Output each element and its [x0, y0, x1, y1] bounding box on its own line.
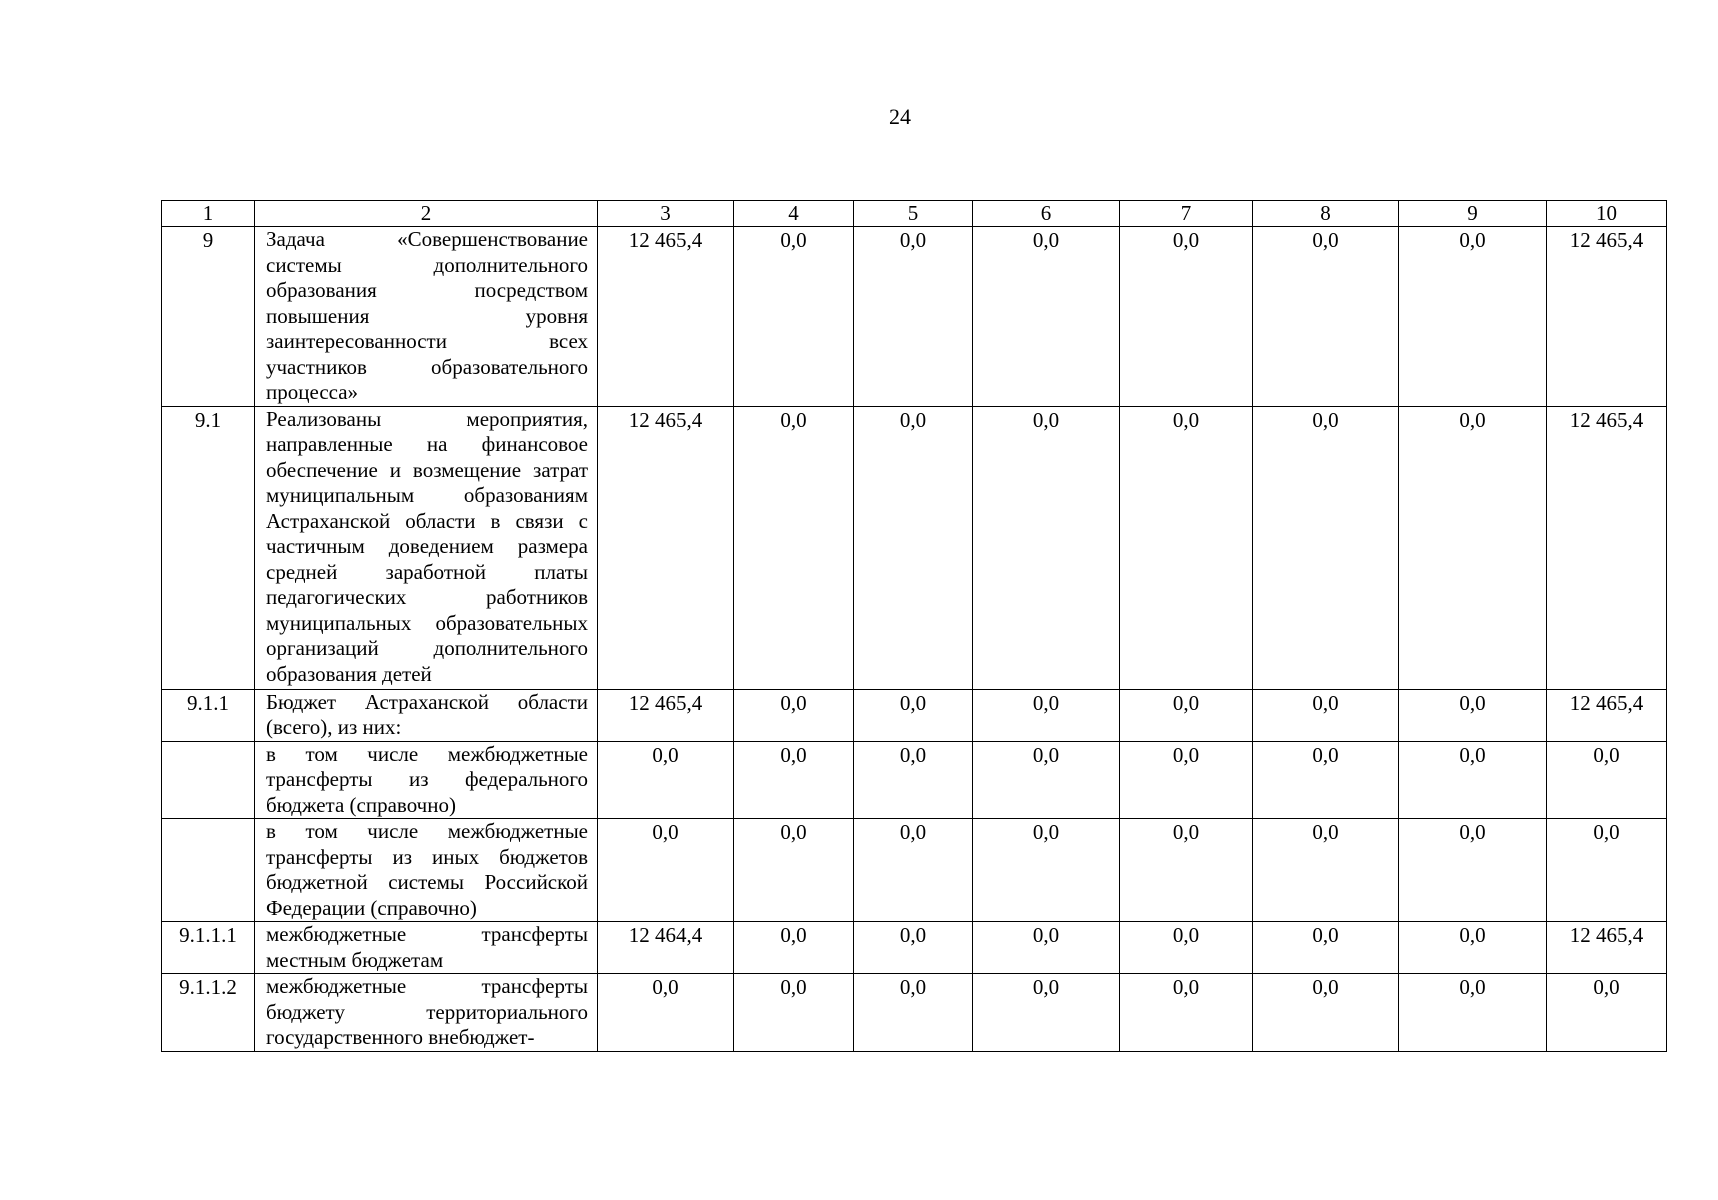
value-cell: 0,0 — [1120, 227, 1253, 407]
value-cell: 0,0 — [973, 227, 1120, 407]
table-row — [162, 922, 1667, 974]
value-cell: 0,0 — [1399, 689, 1547, 741]
table-row — [162, 406, 1667, 689]
row-number — [162, 819, 255, 922]
value-cell: 0,0 — [973, 819, 1120, 922]
value-cell: 12 465,4 — [1547, 922, 1667, 974]
value-cell: 0,0 — [1253, 741, 1399, 819]
row-number: 9.1 — [162, 406, 255, 689]
value-cell: 0,0 — [854, 406, 973, 689]
value-cell: 0,0 — [1399, 227, 1547, 407]
column-header: 1 — [162, 201, 255, 227]
value-cell: 0,0 — [1547, 974, 1667, 1052]
value-cell: 12 465,4 — [598, 406, 734, 689]
value-cell: 0,0 — [1253, 406, 1399, 689]
table-row — [162, 741, 1667, 819]
value-cell: 0,0 — [973, 974, 1120, 1052]
value-cell: 0,0 — [1399, 922, 1547, 974]
table-row — [162, 227, 1667, 407]
column-header: 5 — [854, 201, 973, 227]
value-cell: 0,0 — [734, 406, 854, 689]
value-cell: 0,0 — [598, 819, 734, 922]
row-description: в том числе межбюджетные трансферты из федерального бюджета (справочно) — [255, 741, 598, 819]
row-description: в том числе межбюджетные трансферты из иных бюджетов бюджетной системы Российской Федерации (справочно) — [255, 819, 598, 922]
header-row — [162, 201, 1667, 227]
value-cell: 0,0 — [1120, 974, 1253, 1052]
value-cell: 12 464,4 — [598, 922, 734, 974]
row-number — [162, 741, 255, 819]
value-cell: 0,0 — [734, 922, 854, 974]
value-cell: 0,0 — [734, 227, 854, 407]
value-cell: 0,0 — [1399, 819, 1547, 922]
column-header: 10 — [1547, 201, 1667, 227]
value-cell: 0,0 — [1547, 819, 1667, 922]
value-cell: 0,0 — [1399, 974, 1547, 1052]
page-number: 24 — [889, 104, 911, 129]
column-header: 7 — [1120, 201, 1253, 227]
value-cell: 12 465,4 — [1547, 689, 1667, 741]
value-cell: 0,0 — [1253, 974, 1399, 1052]
value-cell: 0,0 — [1253, 689, 1399, 741]
value-cell: 0,0 — [1120, 406, 1253, 689]
column-header: 3 — [598, 201, 734, 227]
value-cell: 0,0 — [854, 227, 973, 407]
value-cell: 0,0 — [1253, 227, 1399, 407]
budget-table — [161, 200, 1667, 1052]
value-cell: 0,0 — [734, 819, 854, 922]
row-number: 9.1.1.1 — [162, 922, 255, 974]
value-cell: 0,0 — [1120, 741, 1253, 819]
value-cell: 0,0 — [854, 922, 973, 974]
value-cell: 0,0 — [854, 689, 973, 741]
row-number: 9.1.1 — [162, 689, 255, 741]
column-header: 4 — [734, 201, 854, 227]
column-header: 8 — [1253, 201, 1399, 227]
row-description: Задача «Совершенствование системы дополнительного образования посредством повышения уровня заинтересованности всех участников образовательного процесса» — [255, 227, 598, 407]
value-cell: 0,0 — [734, 741, 854, 819]
value-cell: 0,0 — [973, 406, 1120, 689]
row-description: Бюджет Астраханской области (всего), из них: — [255, 689, 598, 741]
table-row — [162, 819, 1667, 922]
value-cell: 12 465,4 — [1547, 406, 1667, 689]
value-cell: 0,0 — [854, 741, 973, 819]
column-header: 9 — [1399, 201, 1547, 227]
column-header: 2 — [255, 201, 598, 227]
value-cell: 0,0 — [1547, 741, 1667, 819]
row-description: межбюджетные трансферты местным бюджетам — [255, 922, 598, 974]
value-cell: 0,0 — [1120, 922, 1253, 974]
row-number: 9.1.1.2 — [162, 974, 255, 1052]
value-cell: 0,0 — [854, 974, 973, 1052]
value-cell: 0,0 — [598, 974, 734, 1052]
row-number: 9 — [162, 227, 255, 407]
table-row — [162, 689, 1667, 741]
value-cell: 0,0 — [973, 922, 1120, 974]
value-cell: 12 465,4 — [598, 227, 734, 407]
column-header: 6 — [973, 201, 1120, 227]
value-cell: 0,0 — [598, 741, 734, 819]
value-cell: 0,0 — [734, 689, 854, 741]
value-cell: 0,0 — [1399, 406, 1547, 689]
value-cell: 0,0 — [734, 974, 854, 1052]
value-cell: 12 465,4 — [1547, 227, 1667, 407]
value-cell: 0,0 — [854, 819, 973, 922]
row-description: межбюджетные трансферты бюджету территориального государственного внебюджет- — [255, 974, 598, 1052]
row-description: Реализованы мероприятия, направленные на финансовое обеспечение и возмещение затрат муниципальным образованиям Астраханской области в связи с частичным доведением размера средней заработной платы педагогических работников муниципальных образовательных организаций дополнительного образования детей — [255, 406, 598, 689]
value-cell: 0,0 — [1399, 741, 1547, 819]
table-row — [162, 974, 1667, 1052]
value-cell: 0,0 — [973, 741, 1120, 819]
value-cell: 0,0 — [1120, 689, 1253, 741]
value-cell: 0,0 — [973, 689, 1120, 741]
value-cell: 0,0 — [1253, 819, 1399, 922]
value-cell: 12 465,4 — [598, 689, 734, 741]
value-cell: 0,0 — [1120, 819, 1253, 922]
value-cell: 0,0 — [1253, 922, 1399, 974]
